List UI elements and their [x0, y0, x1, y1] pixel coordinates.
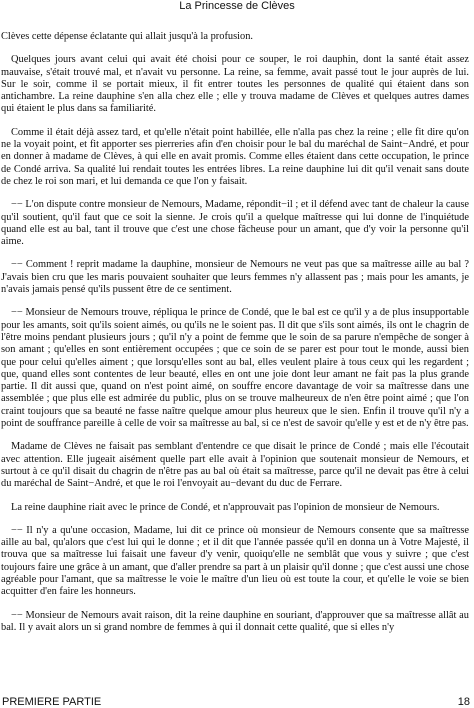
paragraph: Quelques jours avant celui qui avait été choisi pour ce souper, le roi dauphin, dont la santé était assez mauvaise, s'était trouvé mal, et n'avait vu personne. La reine, sa femme, avait passé tout le jour auprès de lui. Sur le soir, comme il se portait mieux, il fit entrer toutes les personnes de qualité qui étaient dans son antichambre. La reine dauphine s'en alla chez elle ; elle y trouva madame de Clèves et quelques autres dames qui étaient le plus dans sa familiarité. — [1, 54, 469, 115]
paragraph: La reine dauphine riait avec le prince de Condé, et n'approuvait pas l'opinion de monsieur de Nemours. — [11, 501, 440, 513]
paragraph: Clèves cette dépense éclatante qui allait jusqu'à la profusion. — [1, 31, 254, 42]
page-number: 18 — [457, 696, 470, 708]
page-title: La Princesse de Clèves — [179, 0, 295, 12]
paragraph: −− Monsieur de Nemours avait raison, dit la reine dauphine en souriant, d'approuver que sa maîtresse allât au bal. Il y avait alors un si grand nombre de femmes à qui il donnait cette qualité, que si elles n'y — [1, 609, 469, 633]
footer-part-label: PREMIERE PARTIE — [2, 696, 102, 708]
paragraph: Madame de Clèves ne faisait pas semblant d'entendre ce que disait le prince de Condé ; mais elle l'écoutait avec attention. Elle jugeait aisément quelle part elle avait à l'opinion que soutenait monsieur de Nemours, et surtout à ce qu'il disait du chagrin de n'être pas au bal où était sa maîtresse, parce qu'il ne devait pas être à celui du maréchal de Saint−André, et que le roi l'envoyait au−devant du duc de Ferrare. — [1, 441, 469, 490]
paragraph: −− Il n'y a qu'une occasion, Madame, lui dit ce prince où monsieur de Nemours consente que sa maîtresse aille au bal, qu'alors que c'est lui qui le donne ; et il dit que l'année passée qu'il en donna un à Votre Majesté, il trouva que sa maîtresse lui faisait une faveur d'y venir, quoiqu'elle ne semblât que vous y suivre ; que c'est toujours faire une grâce à un amant, que d'aller prendre sa part à un plaisir qu'il donne ; que c'est aussi une chose agréable pour l'amant, que sa maîtresse le voie le maître d'un lieu où est toute la cour, et qu'elle le voie se bien acquitter d'en faire les honneurs. — [1, 524, 469, 598]
paragraph: Comme il était déjà assez tard, et qu'elle n'était point habillée, elle n'alla pas chez la reine ; elle fit dire qu'on ne la voyait point, et fit apporter ses pierreries afin d'en choisir pour le bal du maréchal de Saint−André, et pour en donner à madame de Clèves, à qui elle en avait promis. Comme elles étaient dans cette occupation, le prince de Condé arriva. Sa qualité lui rendait toutes les entrées libres. La reine dauphine lui dit qu'il venait sans doute de chez le roi son mari, et lui demanda ce que l'on y faisait. — [1, 126, 469, 187]
body-text — [1, 31, 469, 645]
paragraph: −− Monsieur de Nemours trouve, répliqua le prince de Condé, que le bal est ce qu'il y a de plus insupportable pour les amants, soit qu'ils soient aimés, ou qu'ils ne le soient pas. Il dit que s'ils sont aimés, ils ont le chagrin de l'être moins pendant plusieurs jours ; qu'il n'y a point de femme que le soin de sa parure n'empêche de songer à son amant ; qu'elles en sont entièrement occupées ; que ce soin de se parer est pour tout le monde, aussi bien que pour celui qu'elles aiment ; que lorsqu'elles sont au bal, elles veulent plaire à tous ceux qui les regardent ; que, quand elles sont contentes de leur beauté, elles en ont une joie dont leur amant ne fait pas la plus grande partie. Il dit aussi que, quand on n'est point aimé, on souffre encore davantage de voir sa maîtresse dans une assemblée ; que plus elle est admirée du public, plus on se trouve malheureux de n'en être point aimé ; que l'on craint toujours que sa beauté ne fasse naître quelque amour plus heureux que le sien. Enfin il trouve qu'il n'y a point de souffrance pareille à celle de voir sa maîtresse au bal, si ce n'est de savoir qu'elle y est et de n'y être pas. — [1, 307, 469, 430]
paragraph: −− L'on dispute contre monsieur de Nemours, Madame, répondit−il ; et il défend avec tant de chaleur la cause qu'il soutient, qu'il faut que ce soit la sienne. Je crois qu'il a quelque maîtresse qui lui donne de l'inquiétude quand elle est au bal, tant il trouve que c'est une chose fâcheuse pour un amant, que d'y voir la personne qu'il aime. — [1, 199, 469, 248]
paragraph: −− Comment ! reprit madame la dauphine, monsieur de Nemours ne veut pas que sa maîtresse aille au bal ? J'avais bien cru que les maris pouvaient souhaiter que leurs femmes n'y allassent pas ; mais pour les amants, je n'avais jamais pensé qu'ils pussent être de ce sentiment. — [1, 259, 469, 296]
